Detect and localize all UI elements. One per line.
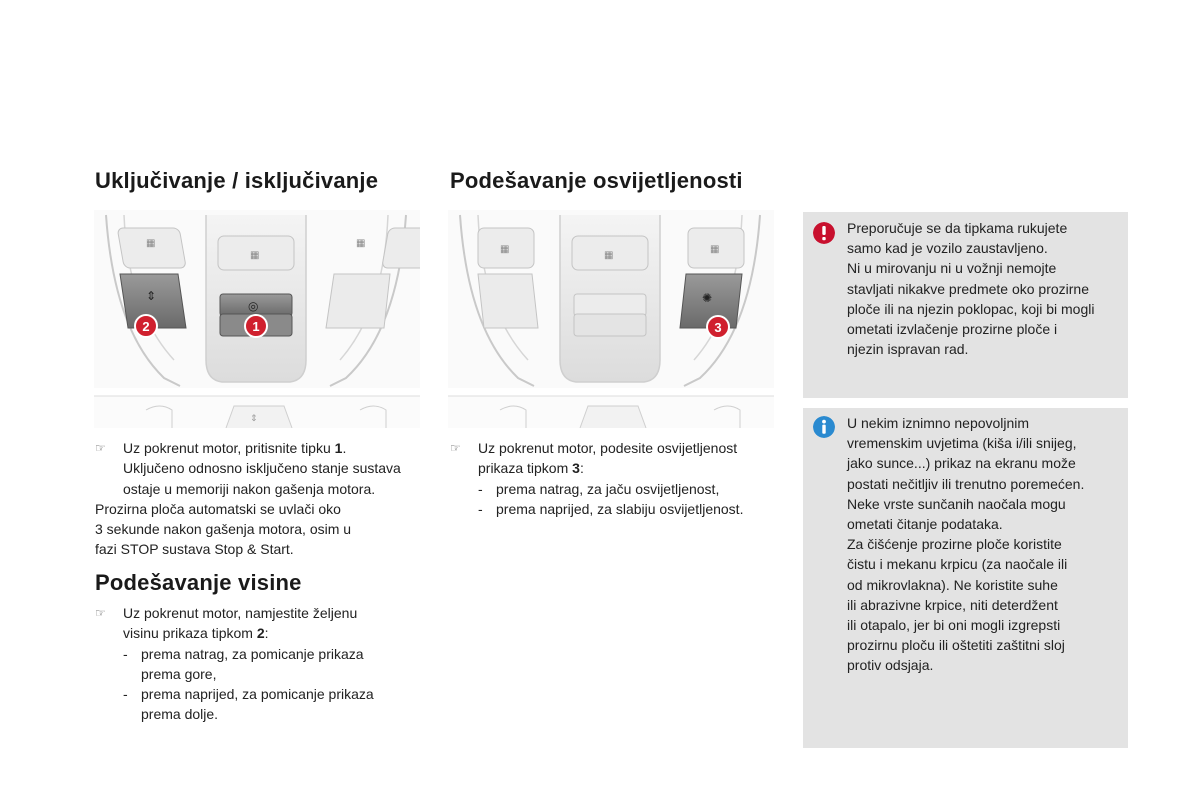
dash2-line-a: prema naprijed, za pomicanje prikaza xyxy=(141,686,374,703)
switch-panel-illustration-2 xyxy=(448,210,774,428)
warning-line: Ni u mirovanju ni u vožnji nemojte xyxy=(847,260,1057,277)
switch-panel-illustration-1 xyxy=(94,210,420,428)
svg-text:⇕: ⇕ xyxy=(250,414,258,424)
svg-text:⇕: ⇕ xyxy=(146,289,157,303)
info-line: čistu i mekanu krpicu (za naočale ili xyxy=(847,556,1068,573)
info-text xyxy=(847,413,1127,676)
info-line: postati nečitljiv ili trenutno poremećen. xyxy=(847,475,1085,492)
col2-text xyxy=(450,438,780,519)
info-line: prozirnu ploču ili oštetiti zaštitni sloj xyxy=(847,637,1065,654)
svg-text:▦: ▦ xyxy=(710,244,720,255)
brightness-dash-2-text: prema naprijed, za slabiju osvijetljenost. xyxy=(496,500,744,517)
bullet-text-line2: Uključeno odnosno isključeno stanje sustava xyxy=(123,460,401,477)
svg-text:◎: ◎ xyxy=(248,299,259,313)
brightness-dash-1: - prema natrag, za jaču osvijetljenost, xyxy=(478,480,720,497)
height-dash-1: - prema natrag, za pomicanje prikaza prema gore, xyxy=(123,645,364,682)
col1-text xyxy=(95,438,425,560)
button-number-3: 3 xyxy=(572,460,580,477)
bullet-brightness xyxy=(450,438,780,479)
para-line-2: 3 sekunde nakon gašenja motora, osim u xyxy=(95,521,352,538)
bullet-text-line3: ostaje u memoriji nakon gašenja motora. xyxy=(123,480,376,497)
para-line-3: fazi STOP sustava Stop & Start. xyxy=(95,541,294,558)
warning-box xyxy=(803,212,1128,398)
dash2-line-b: prema dolje. xyxy=(141,706,219,723)
brightness-line-2: prikaza tipkom xyxy=(478,460,573,477)
height-colon: : xyxy=(264,625,269,642)
info-line: od mikrovlakna). Ne koristite suhe xyxy=(847,576,1058,593)
height-line-1: Uz pokrenut motor, namjestite željenu xyxy=(123,605,358,621)
heading-height: Podešavanje visine xyxy=(95,570,302,595)
info-line: ometati čitanje podataka. xyxy=(847,516,1003,533)
callout-2-label: 2 xyxy=(142,319,150,334)
bullet-hand-icon: ☞ xyxy=(450,441,461,455)
svg-text:▦: ▦ xyxy=(604,250,614,261)
info-line: ili otapalo, jer bi oni mogli izgrepsti xyxy=(847,617,1061,634)
warning-icon xyxy=(813,222,835,244)
warning-line: ometati izvlačenje prozirne ploče i xyxy=(847,321,1058,338)
warning-line: samo kad je vozilo zaustavljeno. xyxy=(847,240,1048,257)
bullet-text: Uz pokrenut motor, pritisnite tipku xyxy=(123,440,335,456)
button-number-2: 2 xyxy=(256,625,265,642)
bullet-hand-icon: ☞ xyxy=(95,606,106,620)
bullet-height xyxy=(95,603,425,644)
brightness-line-1: Uz pokrenut motor, podesite osvijetljenost xyxy=(478,440,738,456)
info-line: U nekim iznimno nepovoljnim xyxy=(847,415,1030,431)
warning-line: njezin ispravan rad. xyxy=(847,341,969,358)
height-dash-2: - prema naprijed, za pomicanje prikaza prema dolje. xyxy=(123,686,374,723)
warning-line: stavljati nikakve predmete oko prozirne xyxy=(847,280,1090,297)
info-line: jako sunce...) prikaz na ekranu može xyxy=(847,455,1076,472)
svg-text:▦: ▦ xyxy=(500,244,510,255)
brightness-dash-2: - prema naprijed, za slabiju osvijetljenost. xyxy=(478,500,744,517)
height-text xyxy=(95,603,425,725)
info-icon xyxy=(813,416,835,438)
heading-on-off: Uključivanje / isključivanje xyxy=(95,168,379,193)
info-line: ili abrazivne krpice, niti deterdžent xyxy=(847,596,1058,613)
info-line: Neke vrste sunčanih naočala mogu xyxy=(847,495,1066,512)
height-line-2: visinu prikaza tipkom xyxy=(123,625,257,642)
svg-text:▦: ▦ xyxy=(356,238,366,249)
info-box xyxy=(803,408,1128,748)
button-number-1: 1 xyxy=(334,440,343,456)
brightness-colon: : xyxy=(579,460,584,477)
info-line: Za čišćenje prozirne ploče koristite xyxy=(847,536,1062,553)
bullet-hand-icon: ☞ xyxy=(95,441,106,455)
callout-3-label: 3 xyxy=(714,320,722,335)
dash1-line-a: prema natrag, za pomicanje prikaza xyxy=(141,645,364,662)
bullet-period: . xyxy=(342,440,347,456)
brightness-dash-1-text: prema natrag, za jaču osvijetljenost, xyxy=(496,480,720,497)
svg-text:✺: ✺ xyxy=(702,291,713,305)
warning-line: ploče ili na njezin poklopac, koji bi mogli xyxy=(847,300,1095,317)
bullet-on-off xyxy=(95,438,425,499)
para-line-1: Prozirna ploča automatski se uvlači oko xyxy=(95,500,341,517)
dash1-line-b: prema gore, xyxy=(141,665,217,682)
info-line: protiv odsjaja. xyxy=(847,657,934,674)
heading-brightness: Podešavanje osvijetljenosti xyxy=(450,168,743,193)
svg-text:▦: ▦ xyxy=(146,238,156,249)
warning-line: Preporučuje se da tipkama rukujete xyxy=(847,220,1068,236)
warning-text xyxy=(847,218,1127,359)
callout-1-label: 1 xyxy=(252,319,260,334)
svg-text:▦: ▦ xyxy=(250,250,260,261)
auto-retract-paragraph xyxy=(95,499,425,560)
info-line: vremenskim uvjetima (kiša i/ili snijeg, xyxy=(847,435,1077,452)
